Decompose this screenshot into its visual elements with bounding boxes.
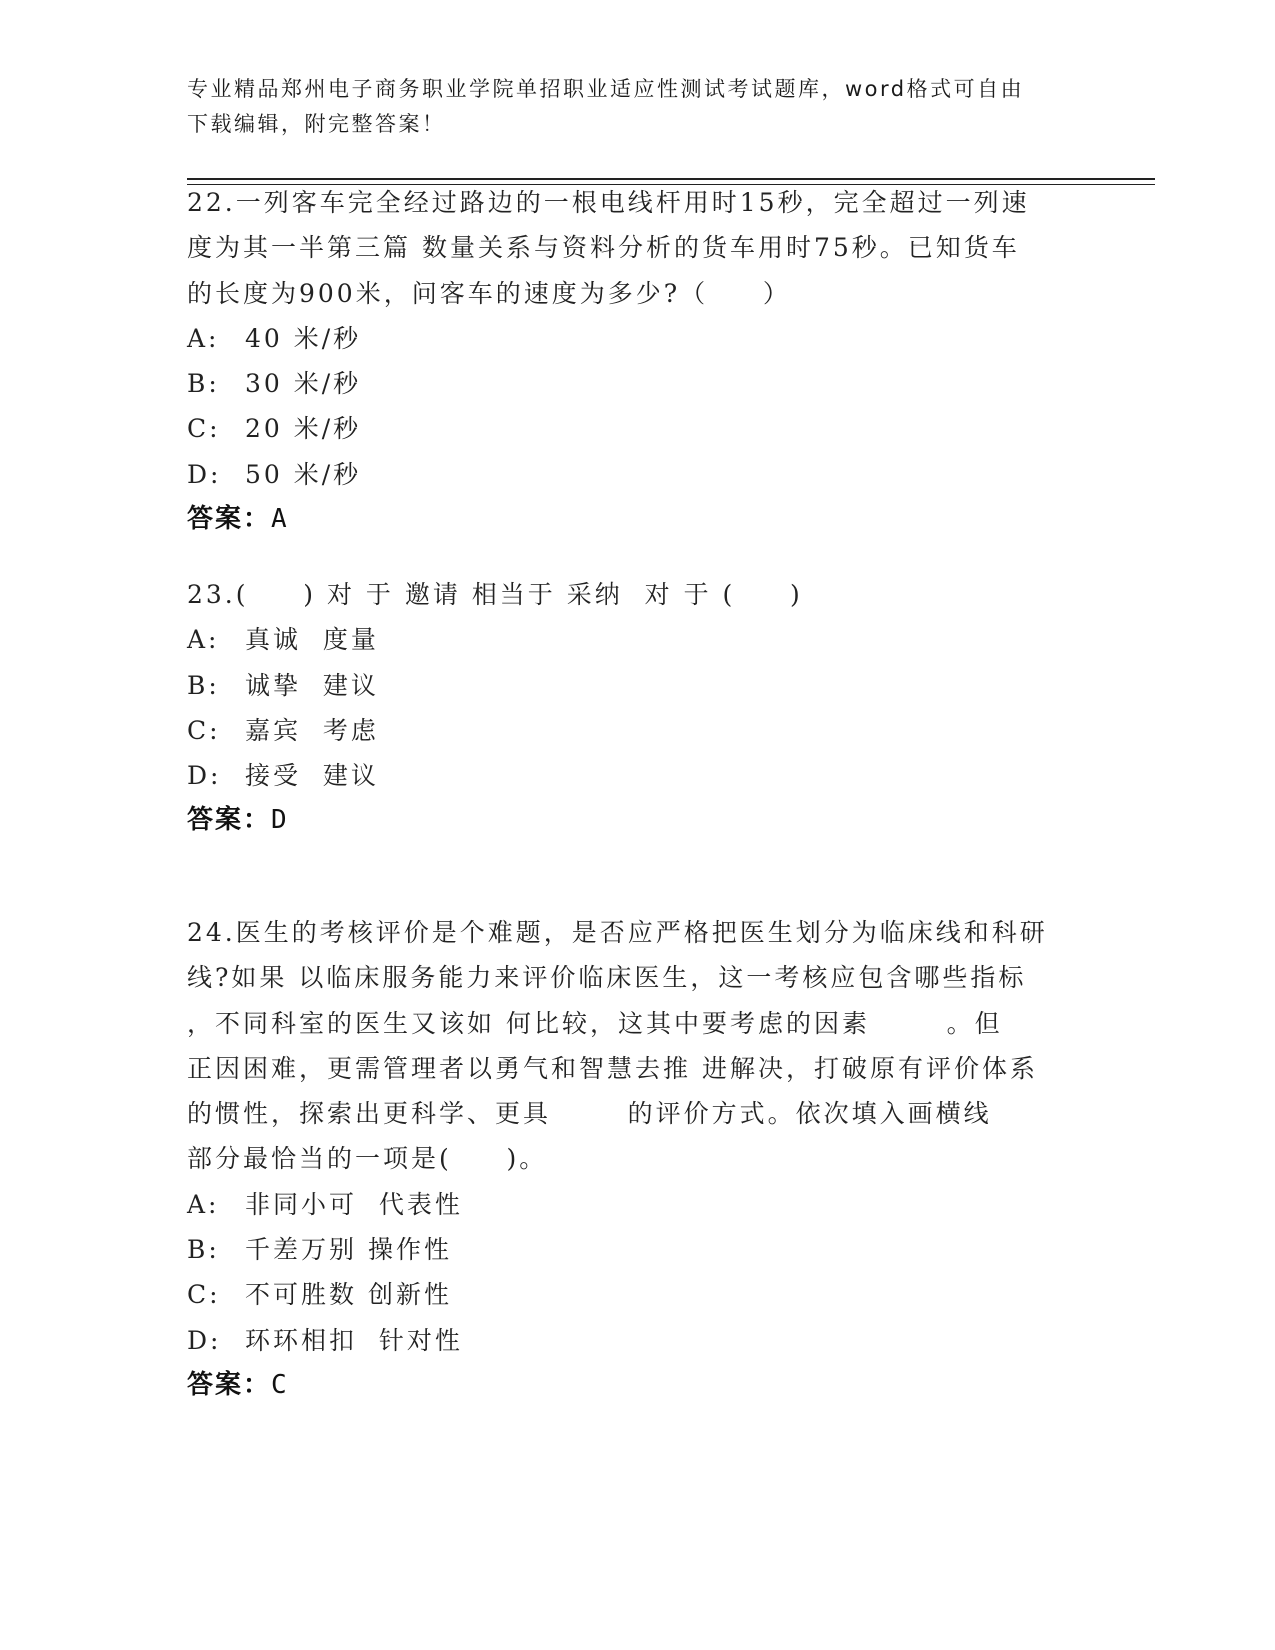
option-c [187,708,1087,753]
question-22 [187,180,1087,542]
option-key: C: [187,414,221,444]
question-stem [187,910,1087,1182]
option-key: A: [187,323,220,353]
option-b [187,361,1087,406]
question-stem [187,572,1087,617]
option-key: B: [187,1235,220,1265]
option-key: D: [187,761,222,791]
answer-label: 答案： [187,1369,272,1400]
stem-line: 的惯性，探索出更科学、更具 的评价方式。依次填入画横线 [187,1099,992,1129]
stem-line: ，不同科室的医生又该如 何比较，这其中要考虑的因素 。但 [187,1008,1003,1038]
option-text: 嘉宾 考虑 [245,715,379,745]
option-key: B: [187,369,220,399]
option-key: D: [187,1325,222,1355]
option-d [187,452,1087,497]
answer [187,1363,1087,1408]
header-line-2: 下载编辑，附完整答案！ [187,112,446,136]
option-a [187,617,1087,662]
option-key: C: [187,715,221,745]
option-text: 诚挚 建议 [245,670,379,700]
option-key: A: [187,625,220,655]
option-text: 30 米/秒 [245,369,362,399]
option-key: D: [187,459,222,489]
option-text: 20 米/秒 [245,414,362,444]
answer-value: C [271,1369,289,1400]
header-line-1: 专业精品郑州电子商务职业学院单招职业适应性测试考试题库，word格式可自由 [187,77,1025,101]
option-a [187,316,1087,361]
option-text: 50 米/秒 [245,459,362,489]
option-a [187,1182,1087,1227]
question-stem [187,180,1087,316]
stem-line: 23.( ) 对 于 邀请 相当于 采纳 对 于 ( ) [187,580,803,609]
question-24 [187,910,1087,1408]
stem-line: 的长度为900米，问客车的速度为多少?（ ） [187,278,791,308]
option-key: A: [187,1189,220,1219]
question-23 [187,572,1087,844]
option-key: C: [187,1280,221,1310]
option-d [187,1318,1087,1363]
option-text: 40 米/秒 [245,323,362,353]
document-header [187,72,1087,142]
option-b [187,1227,1087,1272]
answer [187,497,1087,542]
stem-line: 线?如果 以临床服务能力来评价临床医生，这一考核应包含哪些指标 [187,963,1027,993]
stem-line: 24.医生的考核评价是个难题，是否应严格把医生划分为临床线和科研 [187,918,1048,947]
option-key: B: [187,670,220,700]
answer-value: A [271,504,289,535]
answer-label: 答案： [187,504,272,535]
option-c [187,1272,1087,1317]
option-text: 不可胜数 创新性 [245,1280,452,1310]
option-d [187,753,1087,798]
option-text: 环环相扣 针对性 [245,1325,463,1355]
option-text: 非同小可 代表性 [245,1189,463,1219]
stem-line: 22.一列客车完全经过路边的一根电线杆用时15秒，完全超过一列速 [187,188,1030,217]
option-text: 真诚 度量 [245,625,379,655]
stem-line: 正因困难，更需管理者以勇气和智慧去推 进解决，打破原有评价体系 [187,1053,1038,1083]
answer-value: D [271,805,289,836]
stem-line: 部分最恰当的一项是( )。 [187,1144,548,1174]
option-text: 千差万别 操作性 [245,1235,452,1265]
option-text: 接受 建议 [245,761,379,791]
answer-label: 答案： [187,805,272,836]
option-c [187,406,1087,451]
option-b [187,663,1087,708]
answer [187,798,1087,843]
stem-line: 度为其一半第三篇 数量关系与资料分析的货车用时75秒。已知货车 [187,233,1020,263]
